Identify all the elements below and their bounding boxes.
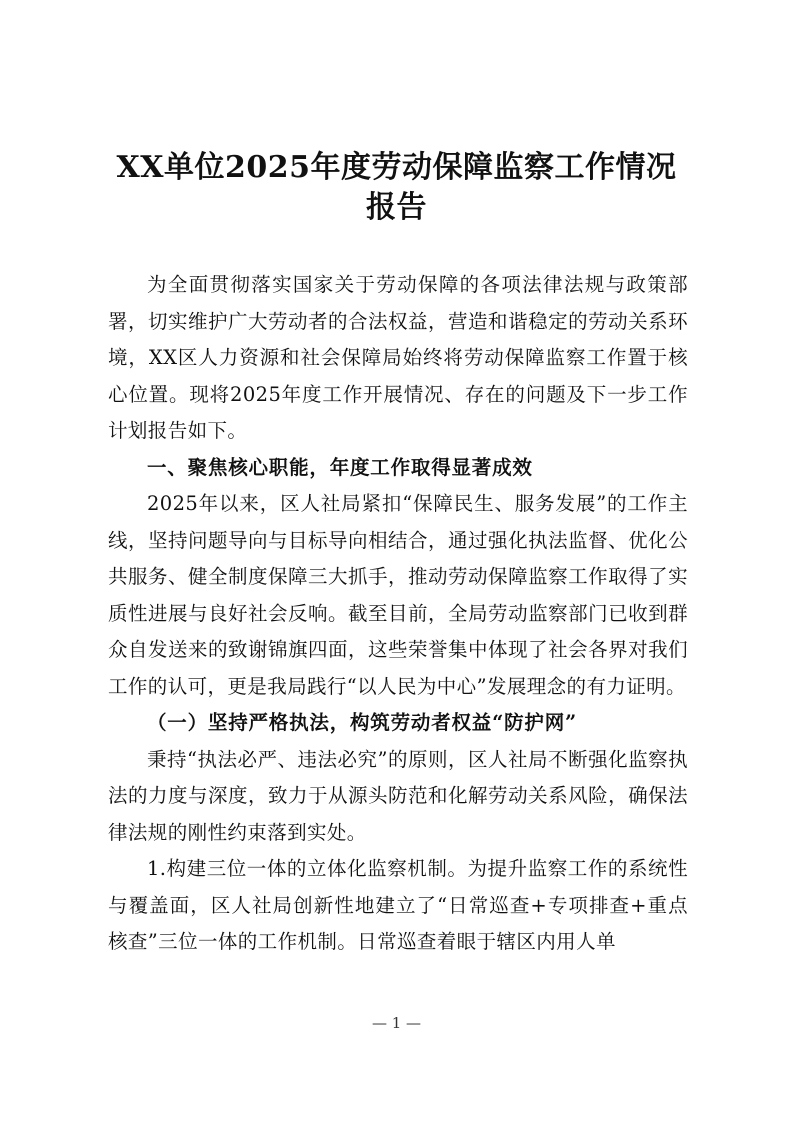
document-body — [108, 267, 688, 961]
body-paragraph: 2025年以来，区人社局紧扣“保障民生、服务发展”的工作主线，坚持问题导向与目标导向相结合，通过强化执法监督、优化公共服务、健全制度保障三大抓手，推动劳动保障监察工作取得了实质性进展与良好社会反响。截至目前，全局劳动监察部门已收到群众自发送来的致谢锦旗四面，这些荣誉集中体现了社会各界对我们工作的认可，更是我局践行“以人民为中心”发展理念的有力证明。 — [108, 492, 688, 698]
page-number: — 1 — — [371, 1014, 422, 1032]
intro-paragraph: 为全面贯彻落实国家关于劳动保障的各项法律法规与政策部署，切实维护广大劳动者的合法权益，营造和谐稳定的劳动关系环境，XX区人力资源和社会保障局始终将劳动保障监察工作置于核心位置。现将2025年度工作开展情况、存在的问题及下一步工作计划报告如下。 — [108, 273, 688, 442]
section-heading-1: 一、聚焦核心职能，年度工作取得显著成效 — [147, 455, 533, 479]
body-paragraph: 秉持“执法必严、违法必究”的原则，区人社局不断强化监察执法的力度与深度，致力于从源头防范和化解劳动关系风险，确保法律法规的刚性约束落到实处。 — [108, 747, 688, 844]
subsection-heading-1: （一）坚持严格执法，构筑劳动者权益“防护网” — [147, 711, 578, 734]
body-paragraph: 1.构建三位一体的立体化监察机制。为提升监察工作的系统性与覆盖面，区人社局创新性地建立了“日常巡查+专项排查+重点核查”三位一体的工作机制。日常巡查着眼于辖区内用人单 — [108, 857, 688, 953]
title-line-2: 报告 — [366, 190, 427, 225]
document-title — [95, 148, 698, 228]
title-line-1: XX单位2025年度劳动保障监察工作情况 — [116, 150, 677, 185]
